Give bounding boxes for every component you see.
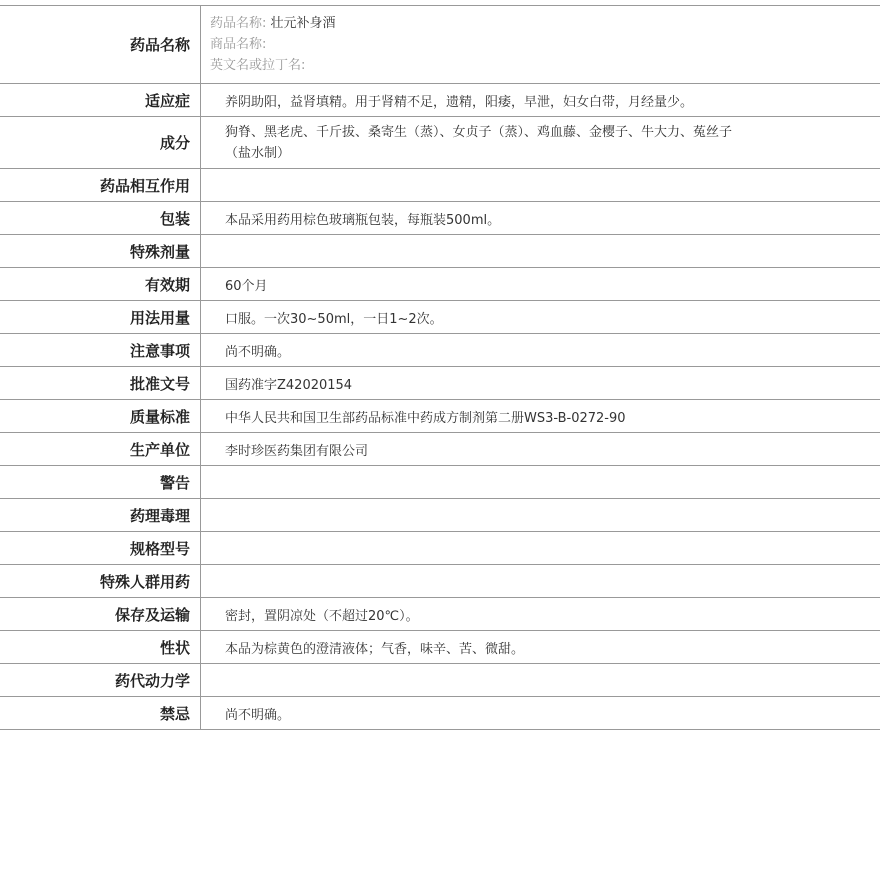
row-label: 特殊人群用药 — [0, 565, 201, 598]
table-row-packaging — [0, 202, 880, 235]
row-label: 成分 — [0, 117, 201, 169]
drug-info-table — [0, 5, 880, 730]
row-label: 批准文号 — [0, 367, 201, 400]
table-row-pharmacokinetics — [0, 664, 880, 697]
row-label: 药品名称 — [0, 6, 201, 84]
table-row-special-dosage — [0, 235, 880, 268]
row-value: 中华人民共和国卫生部药品标准中药成方制剂第二册WS3-B-0272-90 — [201, 400, 880, 433]
row-value: 尚不明确。 — [201, 334, 880, 367]
row-value: 尚不明确。 — [201, 697, 880, 730]
table-row-manufacturer — [0, 433, 880, 466]
row-label: 包装 — [0, 202, 201, 235]
table-row-indications — [0, 84, 880, 117]
row-value — [201, 169, 880, 202]
row-label: 药代动力学 — [0, 664, 201, 697]
row-value: 口服。一次30~50ml，一日1~2次。 — [201, 301, 880, 334]
row-label: 用法用量 — [0, 301, 201, 334]
row-value: 国药准字Z42020154 — [201, 367, 880, 400]
table-row-description — [0, 631, 880, 664]
row-value — [201, 499, 880, 532]
row-value — [201, 117, 880, 169]
table-row-warning — [0, 466, 880, 499]
row-value: 密封，置阴凉处（不超过20℃）。 — [201, 598, 880, 631]
row-label: 适应症 — [0, 84, 201, 117]
row-value: 李时珍医药集团有限公司 — [201, 433, 880, 466]
english-name-label: 英文名或拉丁名: — [210, 58, 306, 73]
row-value — [201, 235, 880, 268]
row-value — [201, 466, 880, 499]
trade-name-label: 商品名称: — [210, 37, 267, 52]
row-value: 本品采用药用棕色玻璃瓶包装，每瓶装500ml。 — [201, 202, 880, 235]
drug-name-cell — [201, 6, 880, 84]
row-label: 质量标准 — [0, 400, 201, 433]
table-row-drug-name — [0, 6, 880, 84]
table-row-shelf-life — [0, 268, 880, 301]
generic-name-line — [210, 13, 880, 34]
row-label: 药品相互作用 — [0, 169, 201, 202]
row-label: 特殊剂量 — [0, 235, 201, 268]
row-value — [201, 664, 880, 697]
table-row-approval-number — [0, 367, 880, 400]
row-value: 60个月 — [201, 268, 880, 301]
row-value — [201, 532, 880, 565]
row-label: 药理毒理 — [0, 499, 201, 532]
ingredients-line: 狗脊、黑老虎、千斤拔、桑寄生（蒸）、女贞子（蒸）、鸡血藤、金樱子、牛大力、菟丝子 — [225, 124, 733, 140]
row-value: 本品为棕黄色的澄清液体；气香，味辛、苦、微甜。 — [201, 631, 880, 664]
row-label: 生产单位 — [0, 433, 201, 466]
row-label: 规格型号 — [0, 532, 201, 565]
table-row-special-populations — [0, 565, 880, 598]
row-label: 禁忌 — [0, 697, 201, 730]
generic-name-value: 壮元补身酒 — [270, 16, 336, 31]
row-value — [201, 565, 880, 598]
row-value: 养阴助阳，益肾填精。用于肾精不足，遗精，阳痿，早泄，妇女白带，月经量少。 — [201, 84, 880, 117]
generic-name-label: 药品名称: — [210, 16, 267, 31]
table-row-precautions — [0, 334, 880, 367]
row-label: 注意事项 — [0, 334, 201, 367]
trade-name-line — [210, 34, 880, 55]
table-row-pharmacology — [0, 499, 880, 532]
english-name-line — [210, 55, 880, 76]
table-row-interactions — [0, 169, 880, 202]
row-label: 警告 — [0, 466, 201, 499]
table-row-dosage — [0, 301, 880, 334]
ingredients-line: （盐水制） — [225, 145, 291, 161]
table-row-ingredients — [0, 117, 880, 169]
table-row-contraindications — [0, 697, 880, 730]
table-row-storage — [0, 598, 880, 631]
row-label: 有效期 — [0, 268, 201, 301]
table-row-quality-standard — [0, 400, 880, 433]
row-label: 保存及运输 — [0, 598, 201, 631]
row-label: 性状 — [0, 631, 201, 664]
table-row-specification — [0, 532, 880, 565]
